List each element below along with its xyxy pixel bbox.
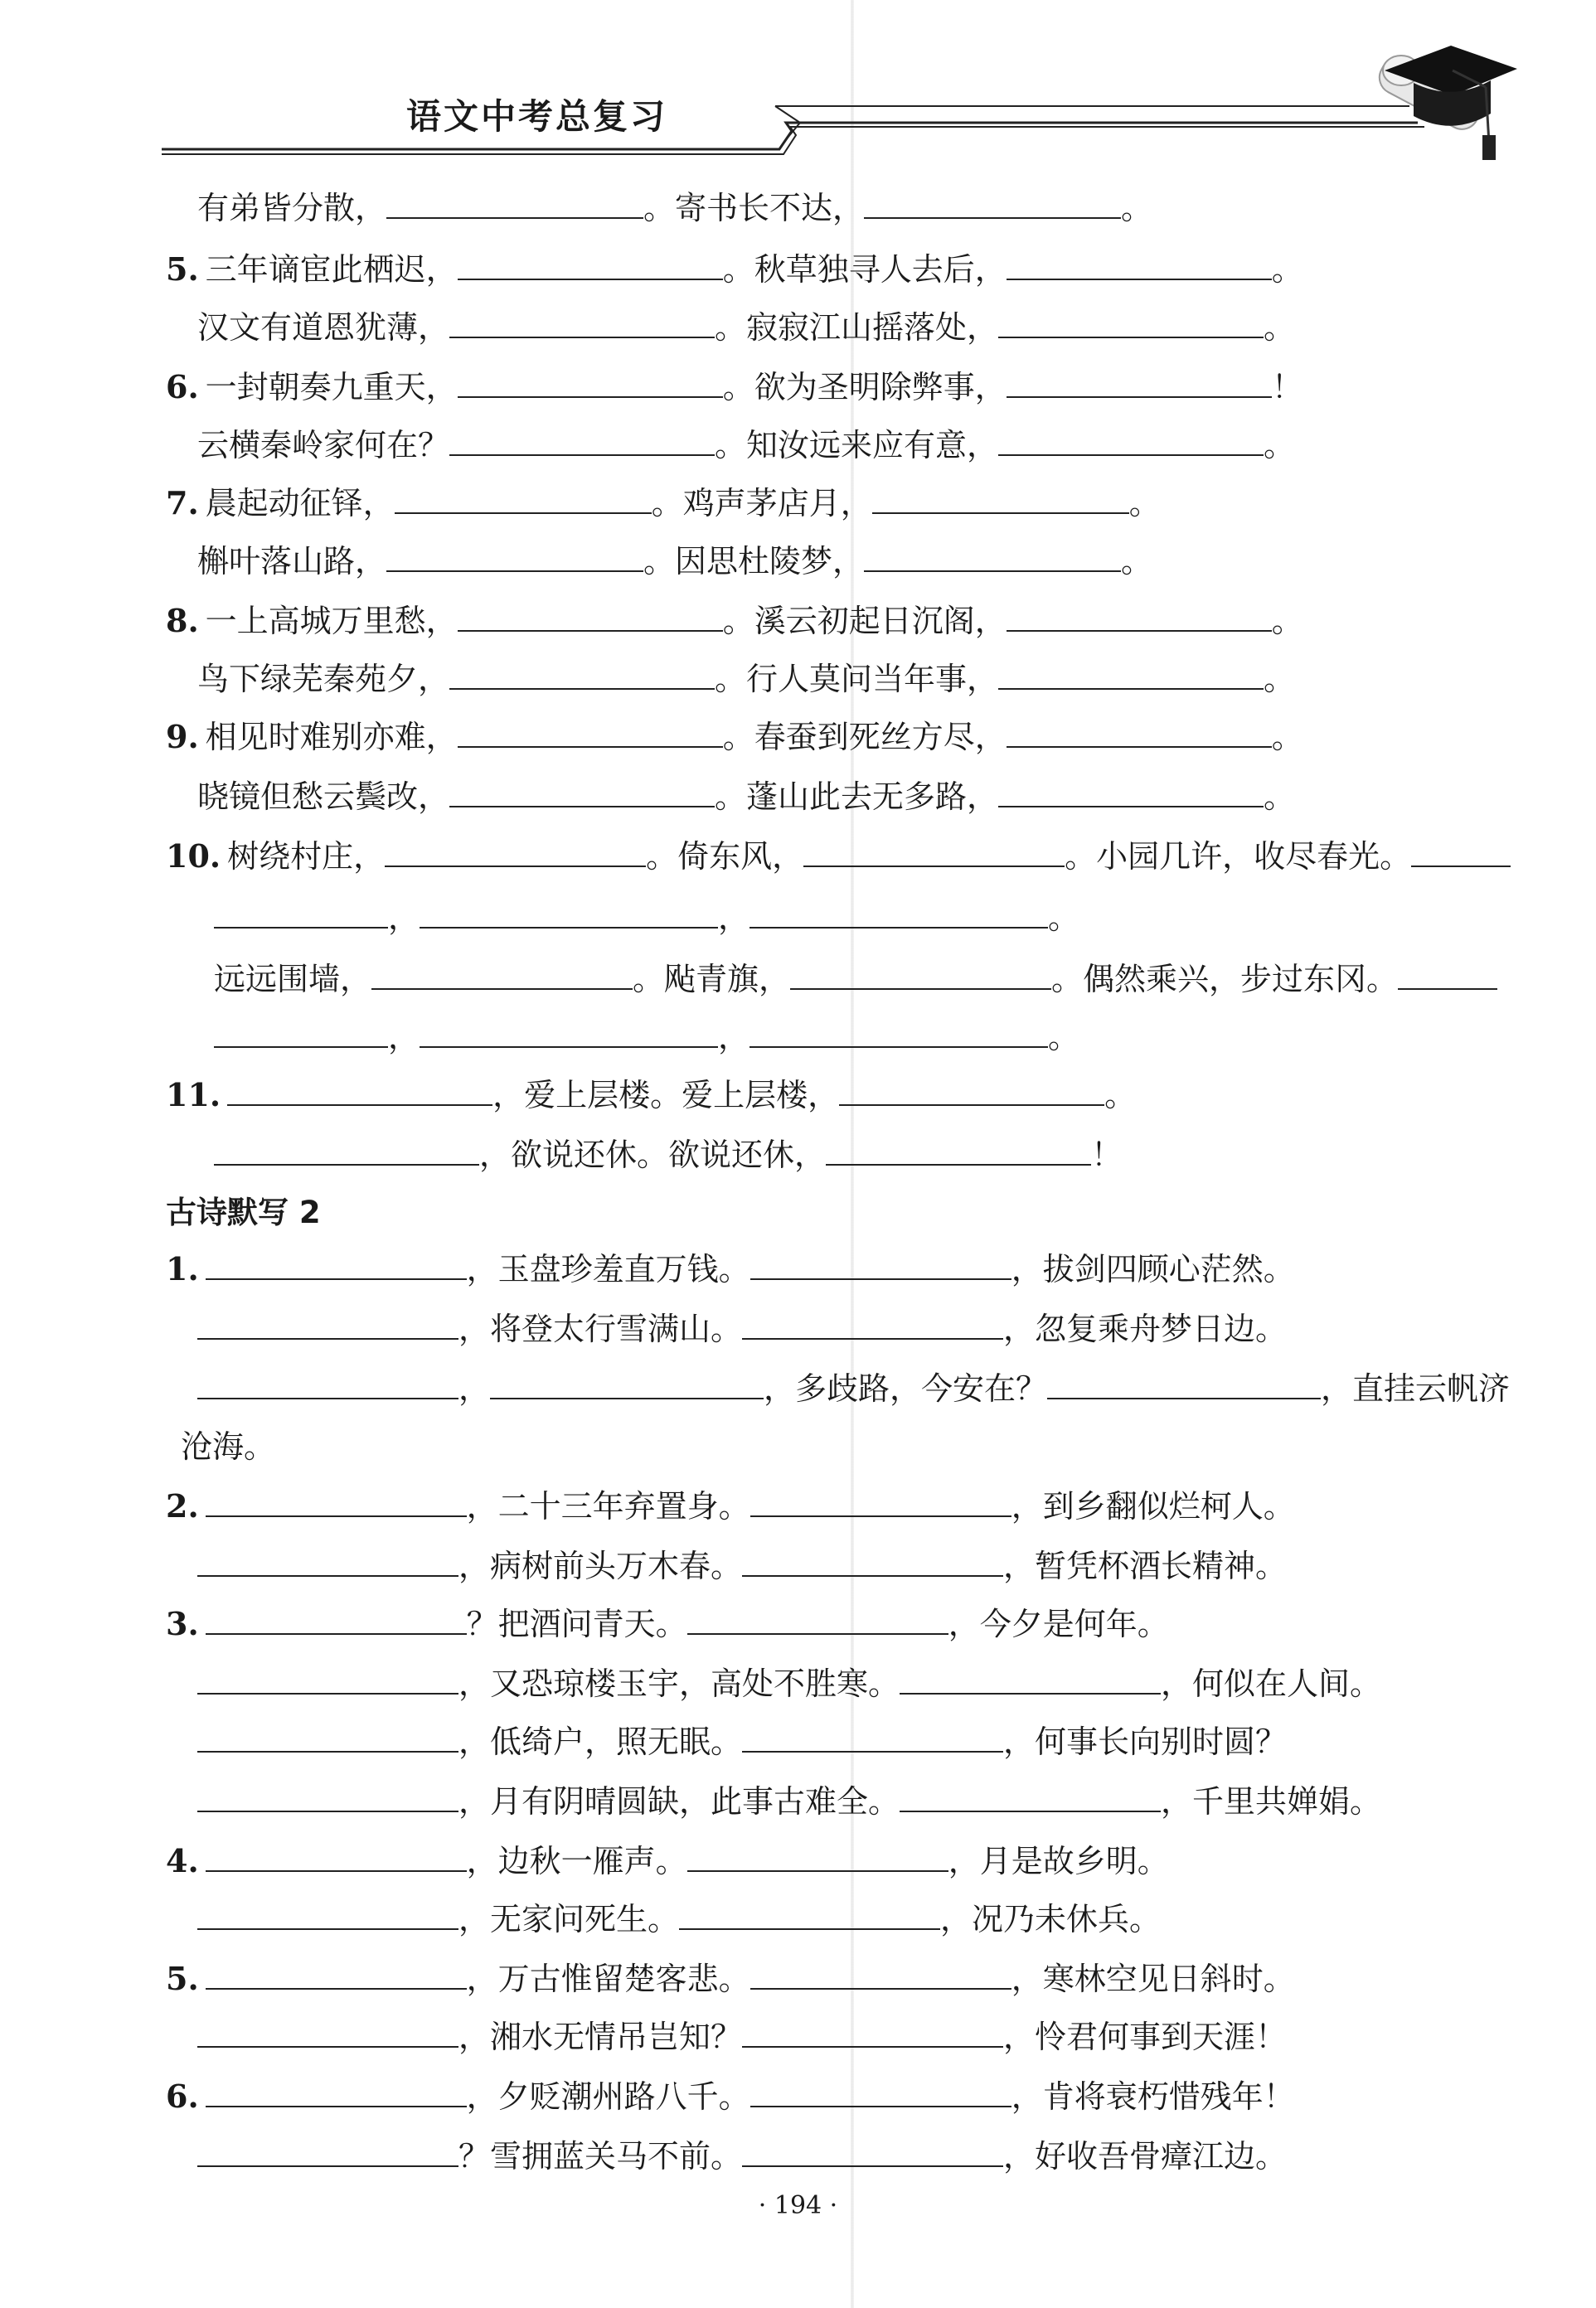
answer-blank[interactable]: [197, 2137, 458, 2167]
poem-text: 。寄书长不达，: [643, 190, 865, 226]
question-number: 3.: [166, 1605, 199, 1642]
question-number: 9.: [166, 718, 199, 755]
poem-text: 槲叶落山路，: [197, 543, 387, 579]
question-number: 5.: [166, 250, 199, 288]
poem-text: 。: [1104, 1077, 1137, 1113]
poem-text: ，月是故乡明。: [948, 1843, 1169, 1879]
answer-blank[interactable]: [1398, 960, 1497, 990]
poem-text: 。: [1121, 190, 1153, 226]
poem-text: 。溪云初起日沉阁，: [722, 603, 1007, 639]
page-number: · 194 ·: [758, 2191, 838, 2220]
answer-blank[interactable]: [458, 250, 723, 280]
poem-text: 。蓬山此去无多路，: [715, 778, 999, 815]
poem-line: [166, 602, 1303, 640]
poem-text: ，到乡翻似烂柯人。: [1011, 1488, 1295, 1525]
answer-blank[interactable]: [214, 1136, 479, 1166]
poem-text: 。寂寂江山摇落处，: [715, 309, 999, 346]
answer-blank[interactable]: [197, 1370, 458, 1399]
poem-text: ，夕贬潮州路八千。: [466, 2078, 750, 2115]
poem-line: [214, 1136, 1123, 1174]
poem-text: 。: [1048, 899, 1080, 936]
answer-blank[interactable]: [206, 1960, 467, 1990]
poem-text: ，寒林空见日斜时。: [1011, 1961, 1295, 1997]
poem-line: [197, 1782, 1381, 1821]
poem-text: ，万古惟留楚客悲。: [466, 1961, 750, 1997]
answer-blank[interactable]: [998, 426, 1264, 456]
poem-text: 。: [1264, 661, 1296, 697]
poem-line: [197, 2137, 1287, 2175]
answer-blank[interactable]: [197, 1782, 458, 1812]
answer-blank[interactable]: [998, 308, 1264, 338]
poem-text: 。: [1264, 309, 1296, 346]
poem-text: 。: [1271, 603, 1303, 639]
answer-blank[interactable]: [742, 2018, 1003, 2048]
poem-text: ，玉盘珍羞直万钱。: [466, 1251, 750, 1287]
poem-line: [166, 2078, 1295, 2116]
poem-line: [197, 1547, 1287, 1585]
poem-text: ，低绮户，照无眠。: [458, 1724, 743, 1760]
poem-line: [166, 1842, 1169, 1880]
poem-line: [166, 1960, 1295, 1998]
answer-blank[interactable]: [206, 2078, 467, 2107]
answer-blank[interactable]: [1007, 718, 1272, 748]
poem-line: [166, 484, 1161, 522]
answer-blank[interactable]: [206, 1842, 467, 1872]
poem-text: 一封朝奏九重天，: [205, 369, 458, 405]
question-number: 6.: [166, 2078, 199, 2115]
poem-text: ，况乃未休兵。: [940, 1901, 1162, 1937]
poem-text: 沧海。: [181, 1428, 276, 1465]
answer-blank[interactable]: [872, 484, 1129, 514]
answer-blank[interactable]: [998, 778, 1264, 807]
answer-blank[interactable]: [864, 542, 1121, 572]
answer-blank[interactable]: [749, 1018, 1048, 1048]
poem-text: 。: [1264, 427, 1296, 463]
poem-text: ，月有阴晴圆缺，此事古难全。: [458, 1783, 900, 1820]
poem-line: [214, 899, 1079, 937]
poem-text: 。: [1121, 543, 1153, 579]
poem-text: ，将登太行雪满山。: [458, 1311, 743, 1347]
question-number: 5.: [166, 1960, 199, 1997]
poem-text: ，欲说还休。欲说还休，: [479, 1137, 827, 1173]
poem-text: ，千里共婵娟。: [1161, 1783, 1382, 1820]
header-title: 语文中考总复习: [406, 96, 668, 137]
answer-blank[interactable]: [386, 189, 643, 219]
poem-line: [166, 1076, 1136, 1114]
answer-blank[interactable]: [839, 1076, 1104, 1106]
poem-text: 。: [1048, 1019, 1080, 1055]
poem-line: [214, 960, 1497, 998]
answer-blank[interactable]: [386, 542, 643, 572]
poem-text: ，: [718, 1019, 750, 1055]
poem-text: ，肯将衰朽惜残年！: [1011, 2078, 1295, 2115]
poem-text: ，爱上层楼。爱上层楼，: [492, 1077, 840, 1113]
answer-blank[interactable]: [458, 602, 723, 632]
answer-blank[interactable]: [1047, 1370, 1321, 1399]
poem-text: ，多歧路，今安在？: [764, 1370, 1048, 1407]
poem-text: 。倚东风，: [646, 838, 804, 875]
poem-text: ，暂凭杯酒长精神。: [1003, 1548, 1288, 1584]
answer-blank[interactable]: [750, 1250, 1011, 1280]
answer-blank[interactable]: [1007, 250, 1272, 280]
poem-text: 晓镜但愁云鬓改，: [197, 778, 450, 815]
poem-line: [197, 660, 1295, 698]
poem-line: [181, 1428, 275, 1466]
poem-text: 三年谪宦此栖迟，: [205, 251, 458, 288]
answer-blank[interactable]: [458, 718, 723, 748]
poem-text: 。秋草独寻人去后，: [722, 251, 1007, 288]
poem-text: 汉文有道恩犹薄，: [197, 309, 450, 346]
question-number: 6.: [166, 368, 199, 405]
answer-blank[interactable]: [750, 1487, 1011, 1517]
poem-text: 。: [1271, 251, 1303, 288]
answer-blank[interactable]: [197, 1665, 458, 1695]
poem-text: ，: [458, 1370, 491, 1407]
question-number: 8.: [166, 602, 199, 639]
answer-blank[interactable]: [458, 368, 723, 398]
poem-text: ，无家问死生。: [458, 1901, 680, 1937]
poem-text: ，边秋一雁声。: [466, 1843, 687, 1879]
answer-blank[interactable]: [790, 960, 1051, 990]
poem-text: ，: [718, 899, 750, 936]
answer-blank[interactable]: [197, 2018, 458, 2048]
answer-blank[interactable]: [1007, 368, 1272, 398]
answer-blank[interactable]: [197, 1310, 458, 1340]
poem-line: [197, 1900, 1161, 1938]
answer-blank[interactable]: [1411, 837, 1511, 867]
poem-text: ，直挂云帆济: [1321, 1370, 1511, 1407]
poem-text: ，拔剑四顾心茫然。: [1011, 1251, 1295, 1287]
answer-blank[interactable]: [420, 899, 718, 929]
poem-line: [166, 837, 1511, 875]
answer-blank[interactable]: [206, 1250, 467, 1280]
answer-blank[interactable]: [449, 426, 715, 456]
answer-blank[interactable]: [864, 189, 1121, 219]
graduation-cap-icon: [1351, 37, 1526, 170]
poem-text: ？把酒问青天。: [466, 1606, 687, 1642]
poem-line: [197, 189, 1152, 227]
poem-text: 远远围墙，: [214, 961, 372, 997]
poem-text: ！: [1271, 369, 1303, 405]
poem-text: 。飐青旗，: [633, 961, 791, 997]
answer-blank[interactable]: [750, 1960, 1011, 1990]
poem-text: ，何事长向别时圆？: [1003, 1724, 1288, 1760]
poem-line: [197, 1310, 1287, 1348]
poem-text: 。小园几许，收尽春光。: [1065, 838, 1412, 875]
answer-blank[interactable]: [742, 1547, 1003, 1577]
poem-line: [197, 542, 1152, 580]
poem-text: 。春蚕到死丝方尽，: [722, 719, 1007, 755]
answer-blank[interactable]: [750, 2078, 1011, 2107]
question-number: 7.: [166, 484, 199, 521]
answer-blank[interactable]: [900, 1665, 1161, 1695]
answer-blank[interactable]: [742, 2137, 1003, 2167]
poem-line: [166, 1250, 1295, 1288]
answer-blank[interactable]: [449, 308, 715, 338]
poem-text: ，: [388, 1019, 420, 1055]
answer-blank[interactable]: [420, 1018, 718, 1048]
answer-blank[interactable]: [214, 899, 388, 929]
answer-blank[interactable]: [227, 1076, 492, 1106]
poem-text: ？雪拥蓝关马不前。: [458, 2138, 743, 2175]
answer-blank[interactable]: [826, 1136, 1091, 1166]
poem-text: ，今夕是何年。: [948, 1606, 1169, 1642]
answer-blank[interactable]: [749, 899, 1048, 929]
answer-blank[interactable]: [449, 660, 715, 690]
answer-blank[interactable]: [742, 1723, 1003, 1753]
poem-text: 。鸡声茅店月，: [651, 485, 872, 521]
poem-text: 。知汝远来应有意，: [715, 427, 999, 463]
poem-line: [166, 1605, 1169, 1643]
answer-blank[interactable]: [687, 1842, 948, 1872]
answer-blank[interactable]: [206, 1487, 467, 1517]
poem-text: ，忽复乘舟梦日边。: [1003, 1311, 1288, 1347]
answer-blank[interactable]: [803, 837, 1065, 867]
poem-text: 。: [1271, 719, 1303, 755]
answer-blank[interactable]: [490, 1370, 764, 1399]
answer-blank[interactable]: [1007, 602, 1272, 632]
answer-blank[interactable]: [742, 1310, 1003, 1340]
answer-blank[interactable]: [371, 960, 633, 990]
poem-line: [197, 308, 1295, 347]
poem-text: 。: [1128, 485, 1161, 521]
poem-line: [166, 250, 1303, 288]
question-number: 4.: [166, 1842, 199, 1879]
poem-text: 相见时难别亦难，: [205, 719, 458, 755]
answer-blank[interactable]: [197, 1900, 458, 1930]
poem-text: 鸟下绿芜秦苑夕，: [197, 661, 450, 697]
poem-line: [166, 718, 1303, 756]
question-number: 1.: [166, 1250, 199, 1287]
poem-text: 。因思杜陵梦，: [643, 543, 865, 579]
poem-text: ，何似在人间。: [1161, 1666, 1382, 1702]
answer-blank[interactable]: [679, 1900, 940, 1930]
poem-line: [197, 1723, 1287, 1761]
poem-text: ，好收吾骨瘴江边。: [1003, 2138, 1288, 2175]
poem-text: 。: [1264, 778, 1296, 815]
poem-text: 。欲为圣明除弊事，: [722, 369, 1007, 405]
poem-text: 一上高城万里愁，: [205, 603, 458, 639]
question-number: 2.: [166, 1487, 199, 1525]
poem-text: 。偶然乘兴，步过东冈。: [1051, 961, 1399, 997]
poem-text: ，病树前头万木春。: [458, 1548, 743, 1584]
answer-blank[interactable]: [214, 1018, 388, 1048]
poem-text: 。行人莫问当年事，: [715, 661, 999, 697]
poem-line: [197, 426, 1295, 464]
answer-blank[interactable]: [385, 837, 646, 867]
answer-blank[interactable]: [395, 484, 652, 514]
poem-line: [166, 368, 1303, 406]
poem-line: [166, 1487, 1295, 1525]
poem-text: ，二十三年弃置身。: [466, 1488, 750, 1525]
answer-blank[interactable]: [449, 778, 715, 807]
poem-text: 树绕村庄，: [227, 838, 386, 875]
question-number: 10.: [166, 837, 221, 875]
answer-blank[interactable]: [998, 660, 1264, 690]
poem-line: [197, 1370, 1510, 1408]
answer-blank[interactable]: [206, 1605, 467, 1635]
poem-text: 有弟皆分散，: [197, 190, 387, 226]
answer-blank[interactable]: [900, 1782, 1161, 1812]
poem-line: [197, 778, 1295, 816]
section-heading: 古诗默写 2: [166, 1195, 321, 1230]
poem-line: [197, 2018, 1287, 2056]
poem-text: ，又恐琼楼玉宇，高处不胜寒。: [458, 1666, 900, 1702]
poem-text: ，湘水无情吊岂知？: [458, 2019, 743, 2055]
question-number: 11.: [166, 1076, 221, 1113]
poem-text: 云横秦岭家何在？: [197, 427, 450, 463]
poem-line: [214, 1018, 1079, 1056]
answer-blank[interactable]: [197, 1547, 458, 1577]
poem-text: 晨起动征铎，: [205, 485, 395, 521]
poem-text: ，: [388, 899, 420, 936]
poem-text: ，怜君何事到天涯！: [1003, 2019, 1288, 2055]
poem-line: [197, 1665, 1381, 1703]
answer-blank[interactable]: [197, 1723, 458, 1753]
answer-blank[interactable]: [687, 1605, 948, 1635]
poem-text: ！: [1091, 1137, 1123, 1173]
